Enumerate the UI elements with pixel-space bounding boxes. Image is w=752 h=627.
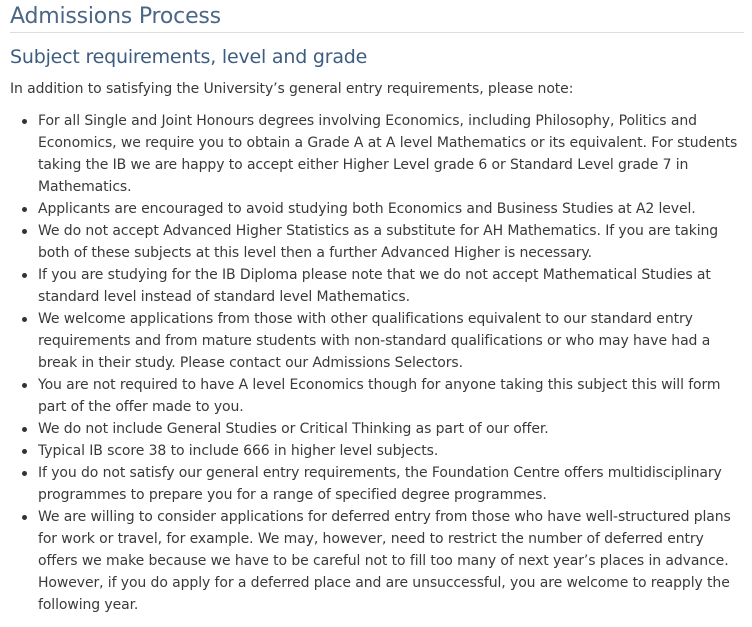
list-item-text: You are not required to have A level Economics though for anyone taking this subject this will form part of the offer made to you. bbox=[38, 377, 721, 415]
bullet-icon bbox=[22, 119, 27, 124]
list-item-text: We do not accept Advanced Higher Statistics as a substitute for AH Mathematics. If you are taking both of these subjects at this level then a further Advanced Higher is necessary. bbox=[38, 223, 719, 261]
list-item-business-studies bbox=[10, 198, 740, 220]
requirements-list bbox=[10, 110, 748, 616]
page-title: Admissions Process bbox=[10, 4, 221, 29]
list-item-text: We are willing to consider applications for deferred entry from those who have well-structured plans for work or travel, for example. We may, however, need to restrict the number of deferred entry offers we make because we have to be careful not to fill too many of next year’s places in advance. However, if you do apply for a deferred place and are unsuccessful, you are welcome to reapply the following year. bbox=[38, 509, 731, 613]
list-item-text: We welcome applications from those with other qualifications equivalent to our standard entry requirements and from mature students with non-standard qualifications or who may have had a break in their study. Please contact our Admissions Selectors. bbox=[38, 311, 711, 371]
list-item-deferred-entry bbox=[10, 506, 740, 616]
list-item-other-qualifications bbox=[10, 308, 740, 374]
bullet-icon bbox=[22, 471, 27, 476]
bullet-icon bbox=[22, 383, 27, 388]
list-item-text: We do not include General Studies or Critical Thinking as part of our offer. bbox=[38, 421, 549, 437]
bullet-icon bbox=[22, 317, 27, 322]
list-item-text: If you do not satisfy our general entry requirements, the Foundation Centre offers multidisciplinary programmes to prepare you for a range of specified degree programmes. bbox=[38, 465, 722, 503]
list-item-text: For all Single and Joint Honours degrees involving Economics, including Philosophy, Politics and Economics, we require you to obtain a Grade A at A level Mathematics or its equivalent. For students taking the IB we are happy to accept either Higher Level grade 6 or Standard Level grade 7 in Mathematics. bbox=[38, 113, 738, 195]
list-item-advanced-higher bbox=[10, 220, 740, 264]
list-item-ib-score bbox=[10, 440, 740, 462]
bullet-icon bbox=[22, 427, 27, 432]
list-item-foundation-centre bbox=[10, 462, 740, 506]
intro-text: In addition to satisfying the University’s general entry requirements, please note: bbox=[10, 81, 574, 97]
bullet-icon bbox=[22, 229, 27, 234]
list-item-a-level-economics bbox=[10, 374, 740, 418]
list-item-maths-grade bbox=[10, 110, 740, 198]
bullet-icon bbox=[22, 273, 27, 278]
bullet-icon bbox=[22, 449, 27, 454]
section-heading: Subject requirements, level and grade bbox=[10, 46, 368, 68]
list-item-text: Typical IB score 38 to include 666 in higher level subjects. bbox=[38, 443, 439, 459]
bullet-icon bbox=[22, 515, 27, 520]
list-item-ib-diploma bbox=[10, 264, 740, 308]
bullet-icon bbox=[22, 207, 27, 212]
list-item-text: If you are studying for the IB Diploma please note that we do not accept Mathematical Studies at standard level instead of standard level Mathematics. bbox=[38, 267, 711, 305]
title-divider bbox=[10, 32, 744, 33]
list-item-general-studies bbox=[10, 418, 740, 440]
list-item-text: Applicants are encouraged to avoid studying both Economics and Business Studies at A2 level. bbox=[38, 201, 696, 217]
